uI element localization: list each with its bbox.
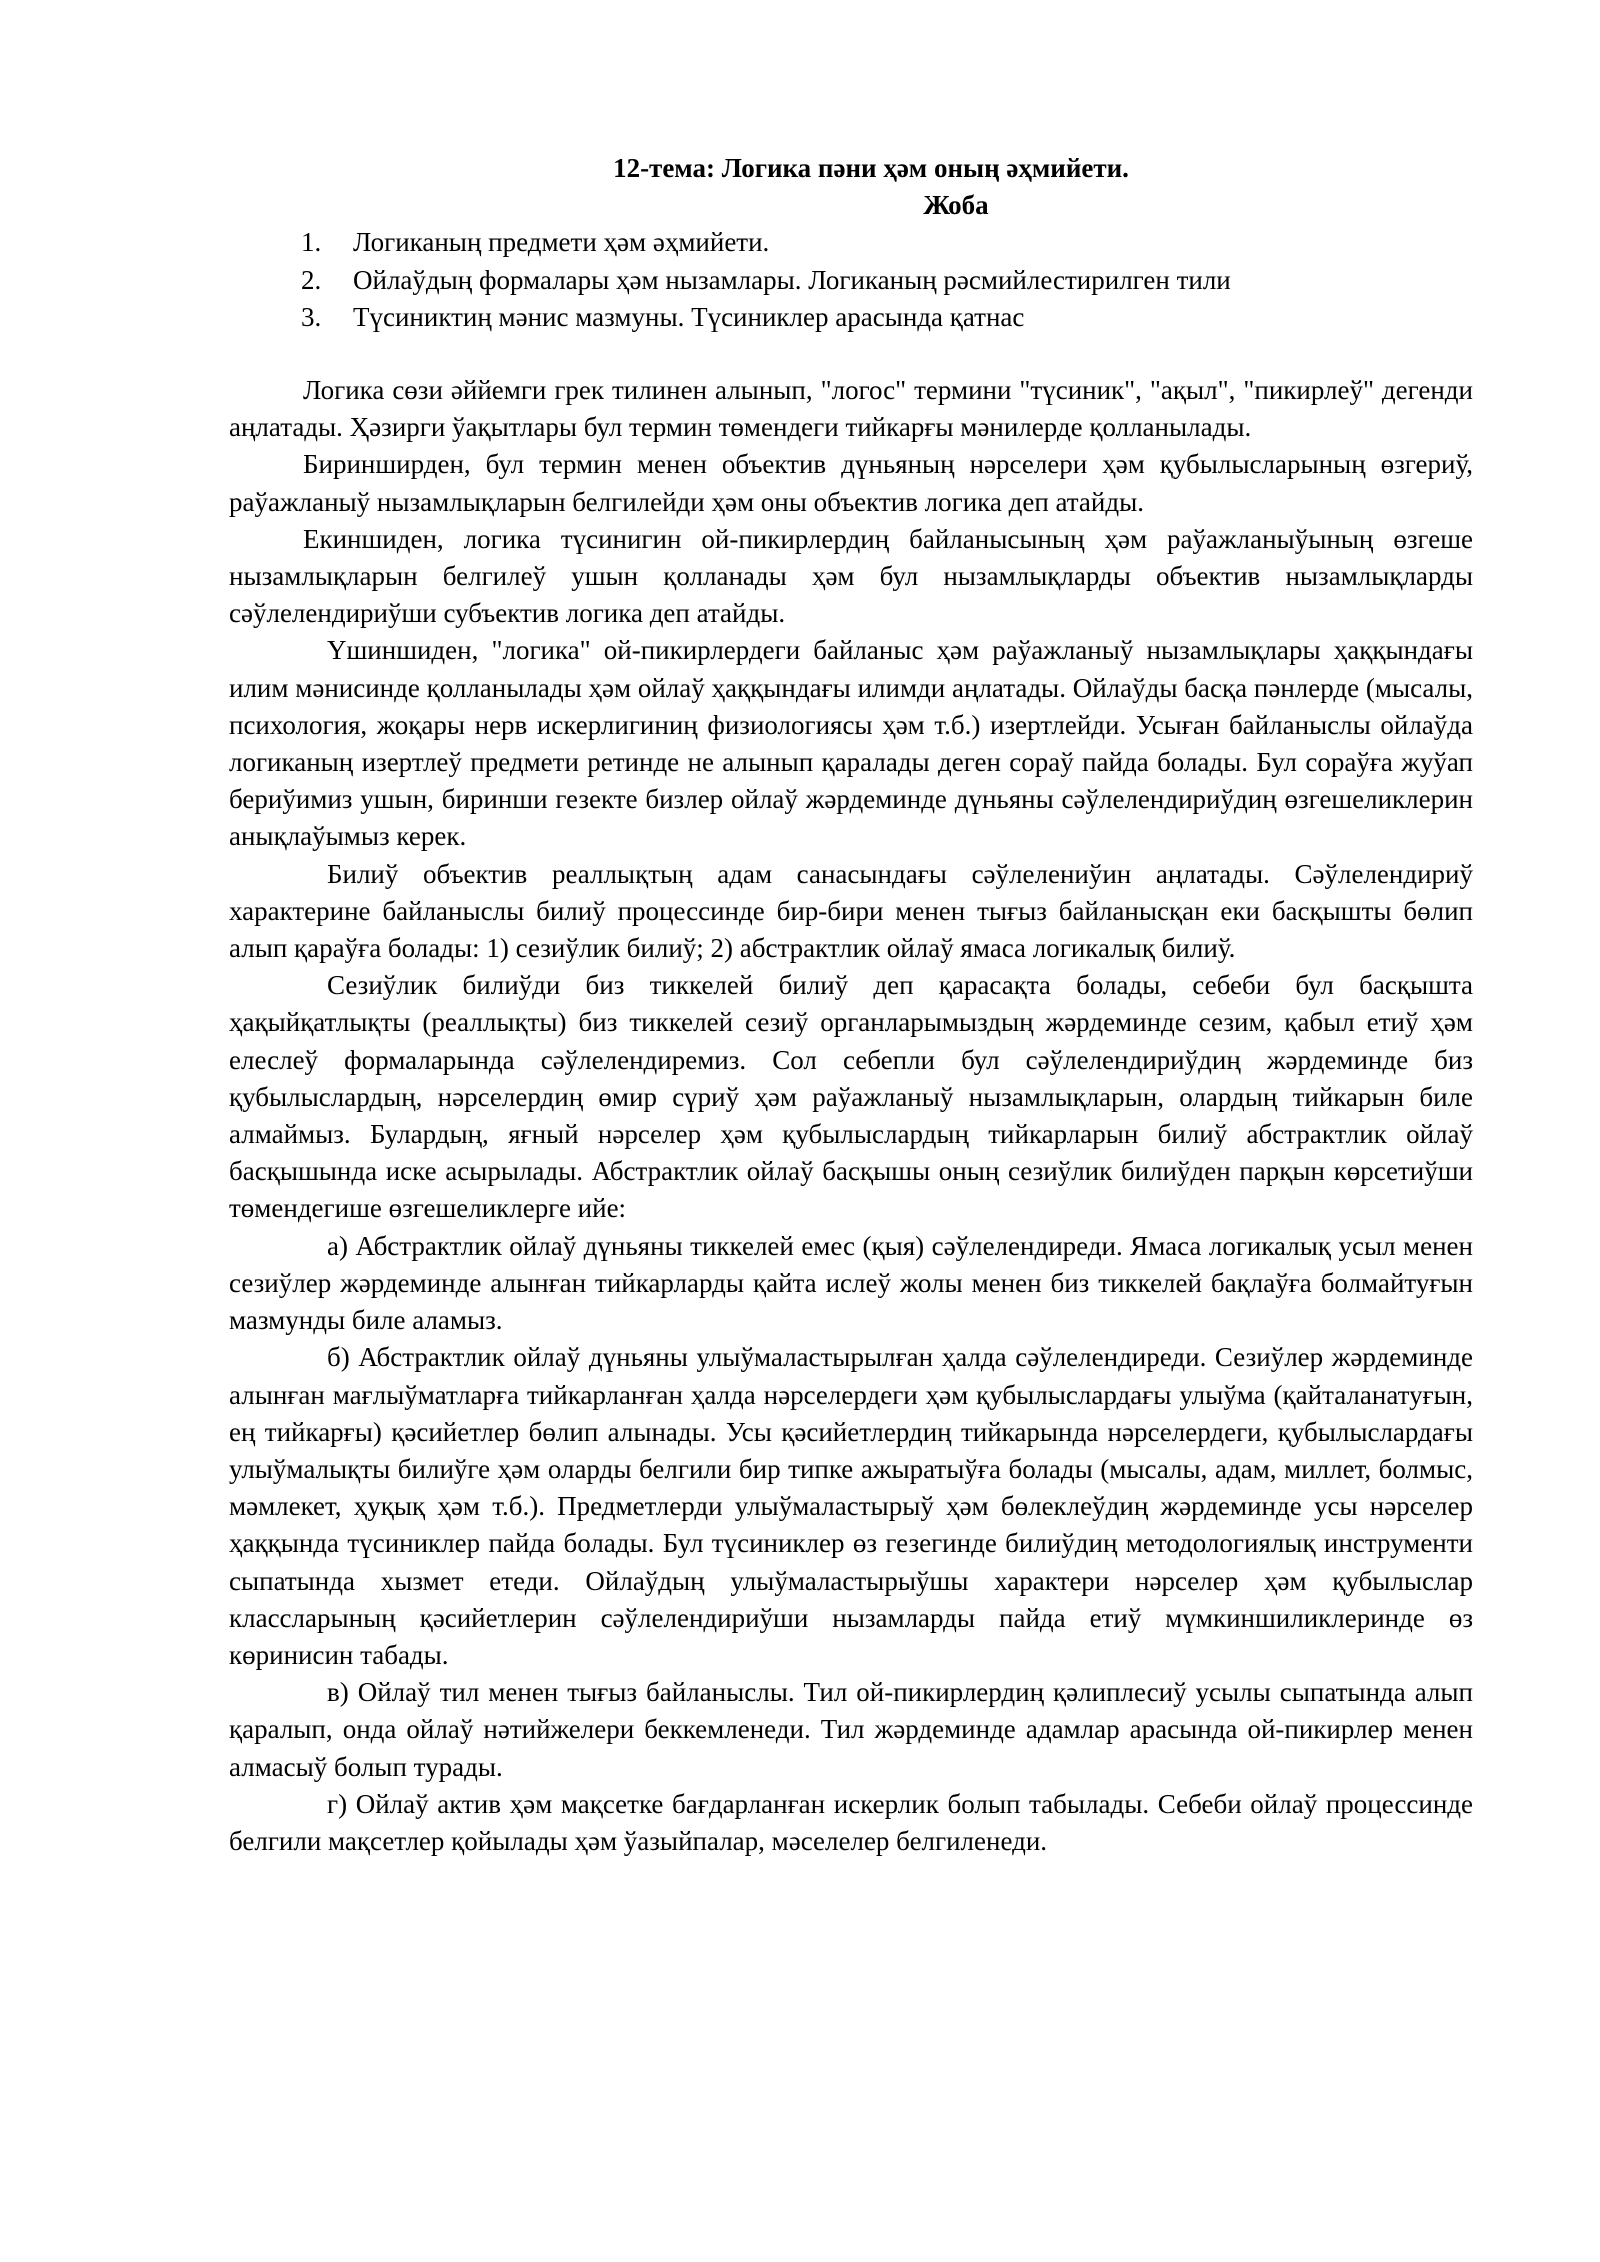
- paragraph-point-v: в) Ойлаў тил менен тығыз байланыслы. Тил ой-пикирлердиң қәлиплесиў усылы сыпатында алып қаралып, онда ойлаў нәтийжелери беккемленеди. Тил жәрдеминде адамлар арасында ой-пикирлер менен алмасыў болып турады.: [229, 1677, 1473, 1782]
- paragraph-point-g: г) Ойлаў актив ҳәм мақсетке бағдарланған искерлик болып табылады. Себеби ойлаў процессинде белгили мақсетлер қойылады ҳәм ўазыйпалар, мәселелер белгиленеди.: [229, 1788, 1473, 1856]
- plan-item-text: Түсиниктиң мәнис мазмуны. Түсиниклер арасында қатнас: [353, 301, 1025, 332]
- document-subtitle: Жоба: [923, 190, 989, 221]
- paragraph-second-meaning: Екиншиден, логика түсинигин ой-пикирлердиң байланысының ҳәм раўажланыўының өзгеше нызамлықларын белгилеў ушын қолланады ҳәм бул нызамлықларды объектив нызамлықларды сәўлелендириўши субъектив логика деп атайды.: [229, 523, 1473, 629]
- paragraph-point-a: а) Абстрактлик ойлаў дүньяны тиккелей емес (қыя) сәўлелендиреди. Ямаса логикалық усыл менен сезиўлер жәрдеминде алынған тийкарларды қайта ислеў жолы менен биз тиккелей бақлаўға болмайтуғын мазмунды биле аламыз.: [229, 1230, 1473, 1336]
- plan-item: [229, 262, 1473, 299]
- paragraph-third-meaning: Үшиншиден, "логика" ой-пикирлердеги байланыс ҳәм раўажланыў нызамлықлары ҳаққындағы илим мәнисинде қолланылады ҳәм ойлаў ҳаққындағы илимди аңлатады. Ойлаўды басқа пәнлерде (мысалы, психология, жоқары нерв искерлигиниң физиологиясы ҳәм т.б.) изертлейди. Усыған байланыслы ойлаўда логиканың изертлеў предмети ретинде не алынып қаралады деген сораў пайда болады. Бул сораўға жуўап бериўимиз ушын, биринши гезекте бизлер ойлаў жәрдеминде дүньяны сәўлелендириўдиң өзгешеликлерин анықлаўымыз керек.: [229, 635, 1473, 852]
- paragraph-sensory-cognition: Сезиўлик билиўди биз тиккелей билиў деп қарасақта болады, себеби бул басқышта ҳақыйқатлықты (реаллықты) биз тиккелей сезиў органларымыздың жәрдеминде сезим, қабыл етиў ҳәм елеслеў формаларында сәўлелендиремиз. Сол себепли бул сәўлелендириўдиң жәрдеминде биз қубылыслардың, нәрселердиң өмир сүриў ҳәм раўажланыў нызамлықларын, олардың тийкарын биле алмаймыз. Булардың, яғный нәрселер ҳәм қубылыслардың тийкарларын билиў абстрактлик ойлаў басқышында иске асырылады. Абстрактлик ойлаў басқышы оның сезиўлик билиўден парқын көрсетиўши төмендегише өзгешеликлерге ийе:: [229, 970, 1473, 1224]
- plan-item: [229, 299, 1473, 336]
- plan-item-number: 2.: [301, 264, 322, 295]
- plan-item-text: Логиканың предмети ҳәм әҳмийети.: [353, 227, 770, 258]
- paragraph-intro: Логика сөзи әййемги грек тилинен алынып, "логос" термини "түсиник", "ақыл", "пикирлеў" дегенди аңлатады. Ҳәзирги ўақытлары бул термин төмендеги тийкарғы мәнилерде қолланылады.: [229, 375, 1473, 443]
- document-page: [229, 150, 1473, 1860]
- plan-item-number: 3.: [301, 301, 322, 332]
- plan-item-text: Ойлаўдың формалары ҳәм нызамлары. Логиканың рәсмийлестирилген тили: [353, 264, 1231, 295]
- paragraph-first-meaning: Биринширден, бул термин менен объектив дүньяның нәрселери ҳәм қубылысларының өзгериў, раўажланыў нызамлықларын белгилейди ҳәм оны объектив логика деп атайды.: [229, 449, 1473, 517]
- plan-item-number: 1.: [301, 227, 322, 258]
- plan-item: [229, 224, 1473, 261]
- document-title: 12-тема: Логика пәни ҳәм оның әҳмийети.: [613, 153, 1129, 183]
- plan-list: [229, 224, 1473, 336]
- paragraph-cognition: Билиў объектив реаллықтың адам санасындағы сәўлелениўин аңлатады. Сәўлелендириў характерине байланыслы билиў процессинде бир-бири менен тығыз байланысқан еки басқышты бөлип алып қараўға болады: 1) сезиўлик билиў; 2) абстрактлик ойлаў ямаса логикалық билиў.: [229, 858, 1473, 964]
- paragraph-point-b: б) Абстрактлик ойлаў дүньяны улыўмаластырылған ҳалда сәўлелендиреди. Сезиўлер жәрдеминде алынған мағлыўматларға тийкарланған ҳалда нәрселердеги ҳәм қубылыслардағы улыўма (қайталанатуғын, ең тийкарғы) қәсийетлер бөлип алынады. Усы қәсийетлердиң тийкарында нәрселердеги, қубылыслардағы улыўмалықты билиўге ҳәм оларды белгили бир типке ажыратыўға болады (мысалы, адам, миллет, болмыс, мәмлекет, ҳуқық ҳәм т.б.). Предметлерди улыўмаластырыў ҳәм бөлеклеўдиң жәрдеминде усы нәрселер ҳаққында түсиниклер пайда болады. Бул түсиниклер өз гезегинде билиўдиң методологиялық инструменти сыпатында хызмет етеди. Ойлаўдың улыўмаластырыўшы характери нәрселер ҳәм қубылыслар классларының қәсийетлерин сәўлелендириўши нызамларды пайда етиў мүмкиншиликлеринде өз көринисин табады.: [229, 1342, 1473, 1670]
